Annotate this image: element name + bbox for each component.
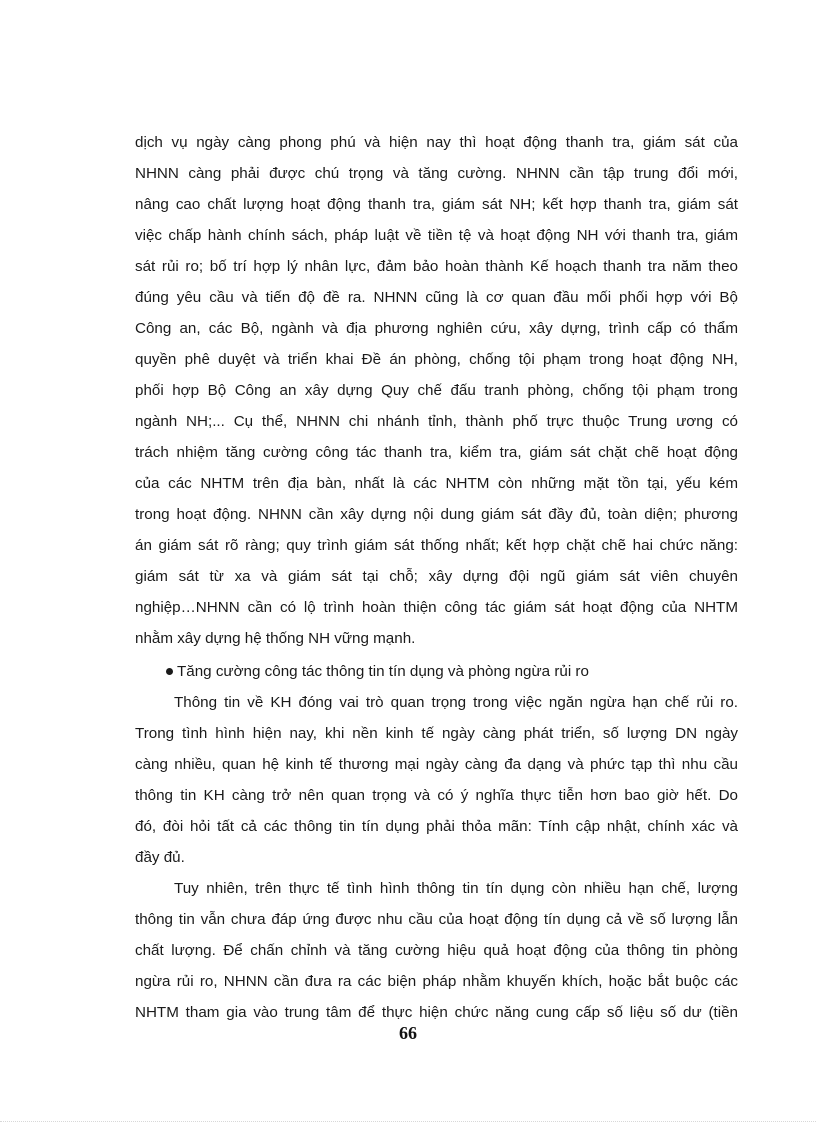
body-line: giám sát từ xa và giám sát tại chỗ; xây dựng đội ngũ giám sát viên chuyên (135, 568, 738, 585)
body-line: quyền phê duyệt và triển khai Đề án phòng, chống tội phạm trong hoạt động NH, (135, 351, 738, 368)
body-line: việc chấp hành chính sách, pháp luật về tiền tệ và hoạt động NH với thanh tra, giám (135, 227, 738, 244)
body-line: thông tin vẫn chưa đáp ứng được nhu cầu của hoạt động tín dụng cả về số lượng lẫn (135, 911, 738, 928)
body-line: chất lượng. Để chấn chỉnh và tăng cường hiệu quả hoạt động của thông tin phòng (135, 942, 738, 959)
body-line: dịch vụ ngày càng phong phú và hiện nay thì hoạt động thanh tra, giám sát của (135, 134, 738, 151)
page-bottom-border (0, 1121, 816, 1122)
body-line: thông tin KH càng trở nên quan trọng và có ý nghĩa thực tiễn hơn bao giờ hết. Do (135, 787, 738, 804)
body-line: NHTM tham gia vào trung tâm để thực hiện chức năng cung cấp số liệu số dư (tiền (135, 1004, 738, 1021)
body-line: Trong tình hình hiện nay, khi nền kinh tế ngày càng phát triển, số lượng DN ngày (135, 725, 738, 742)
body-line: Công an, các Bộ, ngành và địa phương nghiên cứu, xây dựng, trình cấp có thẩm (135, 320, 738, 337)
body-line: ngừa rủi ro, NHNN cần đưa ra các biện pháp nhằm khuyến khích, hoặc bắt buộc các (135, 973, 738, 990)
body-line: trong hoạt động. NHNN cần xây dựng nội dung giám sát đầy đủ, toàn diện; phương (135, 506, 738, 523)
body-line: đầy đủ. (135, 849, 185, 866)
bullet-text: Tăng cường công tác thông tin tín dụng và phòng ngừa rủi ro (177, 663, 589, 680)
body-line: đúng yêu cầu và tiến độ đề ra. NHNN cũng là cơ quan đầu mối phối hợp với Bộ (135, 289, 738, 306)
body-line: NHNN càng phải được chú trọng và tăng cường. NHNN cần tập trung đổi mới, (135, 165, 738, 182)
body-line: càng nhiều, quan hệ kinh tế thương mại ngày càng đa dạng và phức tạp thì nhu cầu (135, 756, 738, 773)
paragraph-first-line: Tuy nhiên, trên thực tế tình hình thông tin tín dụng còn nhiều hạn chế, lượng (174, 880, 738, 897)
body-line: trách nhiệm tăng cường công tác thanh tra, kiểm tra, giám sát chặt chẽ hoạt động (135, 444, 738, 461)
body-line: ngành NH;... Cụ thể, NHNN chi nhánh tỉnh, thành phố trực thuộc Trung ương có (135, 413, 738, 430)
body-line: án giám sát rõ ràng; quy trình giám sát thống nhất; kết hợp chặt chẽ hai chức năng: (135, 537, 738, 554)
body-line: nâng cao chất lượng hoạt động thanh tra, giám sát NH; kết hợp thanh tra, giám sát (135, 196, 738, 213)
body-line: của các NHTM trên địa bàn, nhất là các NHTM còn những mặt tồn tại, yếu kém (135, 475, 738, 492)
body-line: nghiệp…NHNN cần có lộ trình hoàn thiện công tác giám sát hoạt động của NHTM (135, 599, 738, 616)
bullet-icon (166, 668, 173, 675)
body-line: đó, đòi hỏi tất cả các thông tin tín dụng phải thỏa mãn: Tính cập nhật, chính xác và (135, 818, 738, 835)
page-number: 66 (399, 1023, 417, 1043)
body-line: nhằm xây dựng hệ thống NH vững mạnh. (135, 630, 416, 647)
bullet-item (166, 662, 738, 682)
body-line: sát rủi ro; bố trí hợp lý nhân lực, đảm bảo hoàn thành Kế hoạch thanh tra năm theo (135, 258, 738, 275)
paragraph-first-line: Thông tin về KH đóng vai trò quan trọng trong việc ngăn ngừa hạn chế rủi ro. (174, 694, 738, 711)
body-line: phối hợp Bộ Công an xây dựng Quy chế đấu tranh phòng, chống tội phạm trong (135, 382, 738, 399)
